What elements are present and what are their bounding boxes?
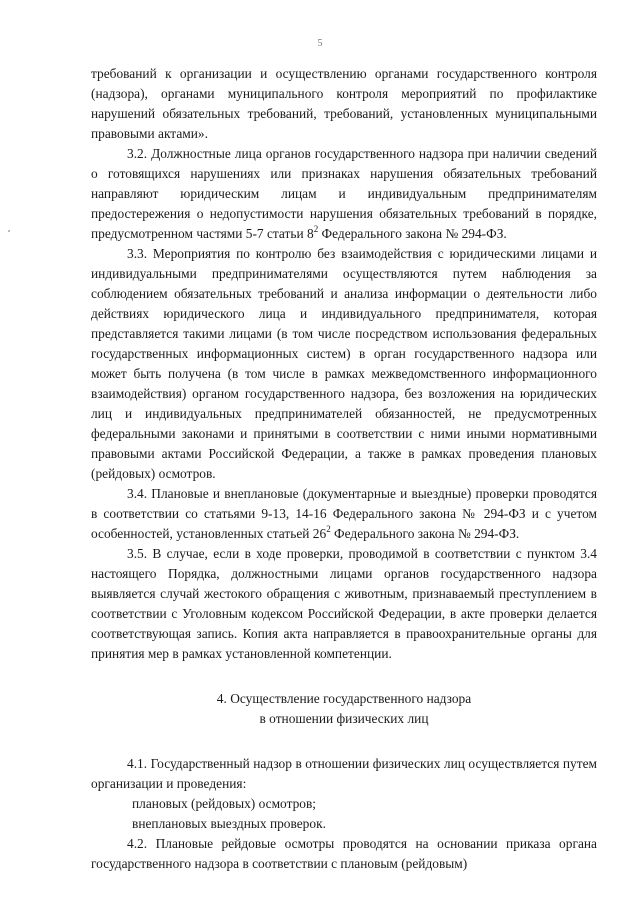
paragraph-continuation: требований к организации и осуществлению органами государственного контроля (надзора), органами муниципального контроля мероприятий по профилактике нарушений обязательных требований, требований, установленных муниципальными правовыми актами». xyxy=(91,66,597,141)
page-number: 5 xyxy=(317,38,323,49)
list-item: плановых (рейдовых) осмотров; xyxy=(132,796,317,811)
list-item: внеплановых выездных проверок. xyxy=(132,816,326,831)
footnote-superscript: 2 xyxy=(313,224,319,234)
footnote-superscript: 2 xyxy=(326,524,331,534)
paragraph-3-2-end: Федерального закона № 294-ФЗ. xyxy=(321,226,507,241)
section-4-heading-line-1: 4. Осуществление государственного надзора xyxy=(216,691,472,706)
paragraph-4-1: 4.1. Государственный надзор в отношении физических лиц осуществляется путем организации и проведения: xyxy=(91,756,597,791)
scan-artifact xyxy=(8,230,10,232)
section-4-heading xyxy=(91,689,597,729)
document-body xyxy=(91,64,597,874)
paragraph-3-4 xyxy=(91,484,597,544)
paragraph-3-5: 3.5. В случае, если в ходе проверки, проводимой в соответствии с пунктом 3.4 настоящего Порядка, должностными лицами органов государственного надзора выявляется случай жестокого обращения с животным, признаваемый преступлением в соответствии с Уголовным кодексом Российской Федерации, в акте проверки делается соответствующая запись. Копия акта направляется в правоохранительные органы для принятия мер в рамках установленной компетенции. xyxy=(91,546,597,661)
paragraph-3-2-text: 3.2. Должностные лица органов государственного надзора при наличии сведений о готовящихся нарушениях или признаках нарушения обязательных требований направляют юридическим лицам и индивидуальным предпринимателям предостережения о недопустимости нарушения обязательных требований в порядке, предусмотренном частями 5-7 статьи 8 xyxy=(91,146,597,241)
paragraph-3-3: 3.3. Мероприятия по контролю без взаимодействия с юридическими лицами и индивидуальными предпринимателями осуществляются путем наблюдения за соблюдением обязательных требований и анализа информации о деятельности либо действиях юридического лица и индивидуального предпринимателя, которая представляется такими лицами (в том числе посредством использования федеральных государственных информационных систем) в орган государственного надзора или может быть получена (в том числе в рамках межведомственного информационного взаимодействия) органом государственного надзора, без возложения на юридических лиц и индивидуальных предпринимателей обязанностей, не предусмотренных федеральными законами и принятыми в соответствии с ними иными нормативными правовыми актами Российской Федерации, а также в рамках проведения плановых (рейдовых) осмотров. xyxy=(91,246,597,481)
section-4-heading-line-2: в отношении физических лиц xyxy=(259,711,429,726)
paragraph-3-4-end: Федерального закона № 294-ФЗ. xyxy=(334,526,520,541)
paragraph-4-2: 4.2. Плановые рейдовые осмотры проводятся на основании приказа органа государственного надзора в соответствии с плановым (рейдовым) xyxy=(91,836,597,871)
paragraph-3-4-text: 3.4. Плановые и внеплановые (документарные и выездные) проверки проводятся в соответствии со статьями 9-13, 14-16 Федерального закона № 294-ФЗ и с учетом особенностей, установленных статьей 26 xyxy=(91,486,597,541)
paragraph-3-2 xyxy=(91,144,597,244)
